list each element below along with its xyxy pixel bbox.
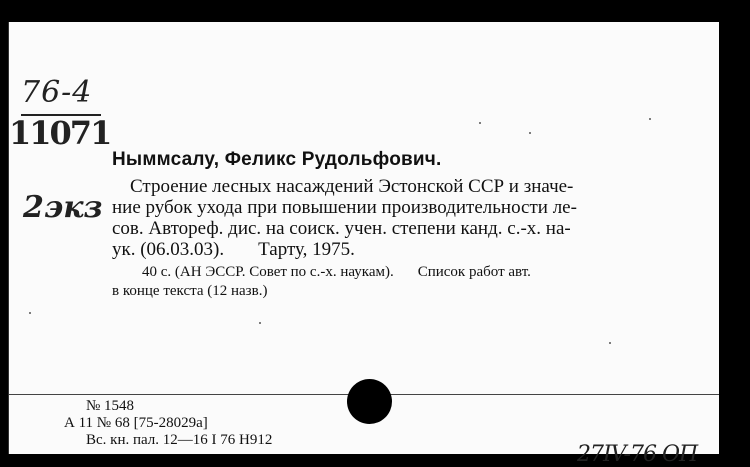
title-line: ук. (06.03.03). [112,239,225,260]
handwritten-copies: 2экз [23,190,103,225]
catalog-card [8,22,719,467]
title-line: сов. Автореф. дис. на соиск. учен. степени канд. с.-х. на- [112,218,571,239]
handwritten-shelf-mark: 76-4 [21,75,93,110]
register-number: А 11 № 68 [75-28029а] [64,415,208,431]
handwritten-bottom-code: 27IV-76 ОП [577,442,698,467]
card-footer [64,398,272,449]
speck [529,132,531,134]
title-line: ние рубок ухода при повышении производительности ле- [112,197,577,218]
title-line: Строение лесных насаждений Эстонской ССР и значе- [130,176,574,197]
author-heading: Ныммсалу, Феликс Рудольфович. [112,149,442,170]
speck [479,122,481,124]
speck [259,322,261,324]
collation-block [112,263,692,301]
collation-line: в конце текста (12 назв.) [112,283,268,299]
record-number: № 1548 [86,398,135,414]
copies-info: Вс. кн. пал. 12—16 I 76 Н912 [86,432,273,448]
speck [649,118,651,120]
title-block [112,176,692,260]
speck [609,342,611,344]
speck [29,312,31,314]
collation-text: 40 с. (АН ЭССР. Совет по с.-х. наукам). [142,264,394,280]
bibliographic-entry [112,149,692,301]
collation-note: Список работ авт. [417,264,531,280]
place-year: Тарту, 1975. [258,239,355,260]
punch-hole [347,379,392,424]
handwritten-catalog-number: 11071 [9,114,111,152]
collation-line [112,263,692,282]
title-line-last [112,239,692,260]
